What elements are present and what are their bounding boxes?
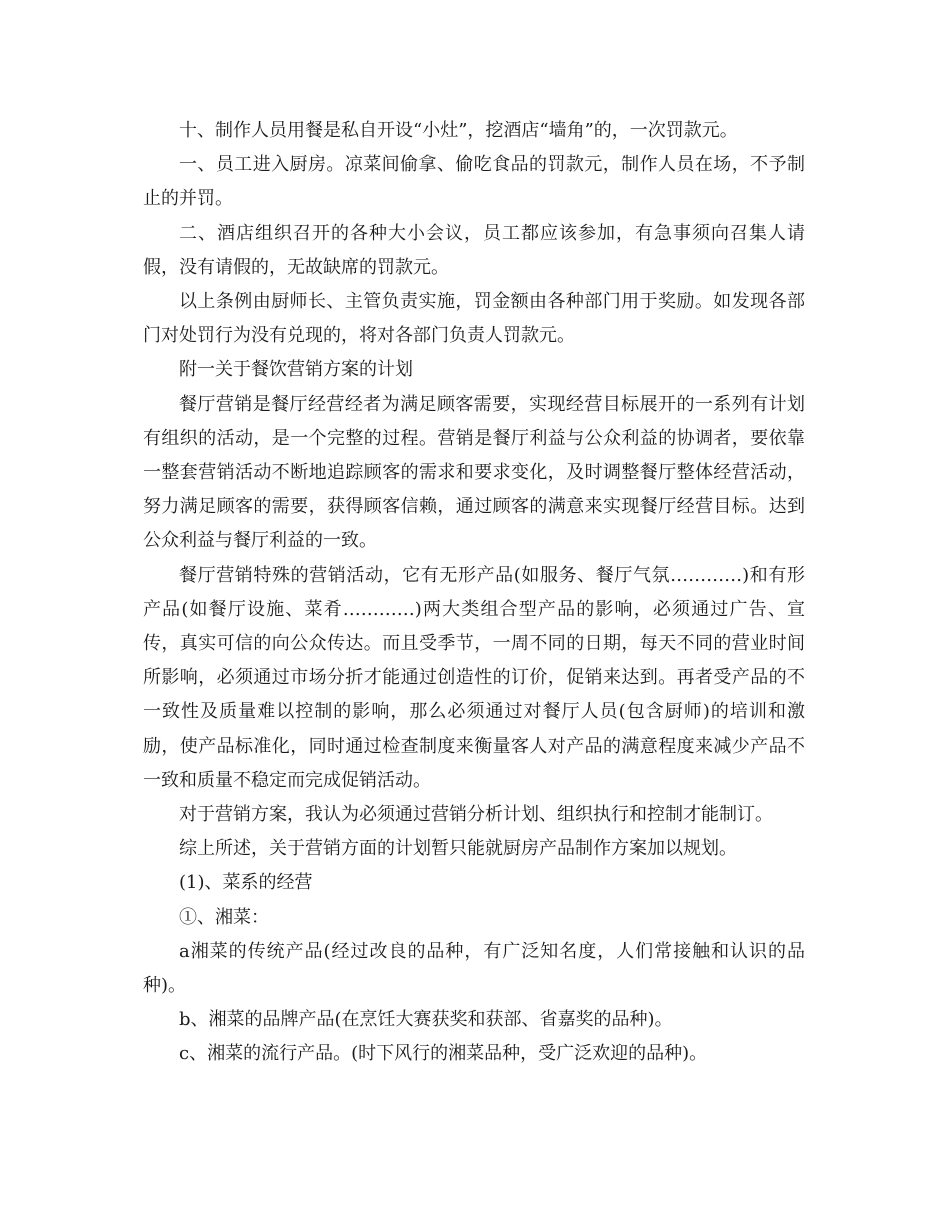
paragraph-hunan-traditional: a湘菜的传统产品(经过改良的品种，有广泛知名度，人们常接触和认识的品种)。 [143, 940, 805, 997]
paragraph-penalty-meeting: 二、酒店组织召开的各种大小会议，员工都应该参加，有急事须向召集人请假，没有请假的，无故缺席的罚款元。 [143, 222, 805, 278]
paragraph-summary: 综上所述，关于营销方面的计划暂只能就厨房产品制作方案加以规划。 [179, 838, 737, 860]
paragraph-appendix-heading: 附一关于餐饮营销方案的计划 [179, 359, 413, 381]
document-body [143, 114, 805, 1072]
paragraph-penalty-cold-dish: 一、员工进入厨房。凉菜间偷拿、偷吃食品的罚款元，制作人员在场，不予制止的并罚。 [143, 154, 805, 210]
paragraph-marketing-special: 餐厅营销特殊的营销活动，它有无形产品(如服务、餐厅气氛…………)和有形产品(如餐厅设施、菜肴…………)两大类组合型产品的影响，必须通过广告、宣传，真实可信的向公众传达。而且受季节，一周不同的日期，每天不同的营业时间所影响，必须通过市场分折才能通过创造性的订价，促销来达到。再者受产品的不一致性及质量难以控制的影响，那么必须通过对餐厅人员(包含厨师)的培训和激励，使产品标准化，同时通过检查制度来衡量客人对产品的满意程度来减少产品不一致和质量不稳定而完成促销活动。 [143, 564, 805, 791]
paragraph-penalty-stove: 十、制作人员用餐是私自开设“小灶”，挖酒店“墙角”的，一次罚款元。 [179, 120, 738, 141]
paragraph-hunan-popular: c、湘菜的流行产品。(时下风行的湘菜品种，受广泛欢迎的品种)。 [179, 1043, 708, 1065]
paragraph-cuisine-heading: (1)、菜系的经营 [179, 872, 313, 894]
paragraph-hunan-heading: ①、湘菜： [179, 906, 269, 928]
paragraph-enforcement: 以上条例由厨师长、主管负责实施，罚金额由各种部门用于奖励。如发现各部门对处罚行为没有兑现的，将对各部门负责人罚款元。 [143, 291, 805, 347]
paragraph-marketing-plan: 对于营销方案，我认为必须通过营销分析计划、组织执行和控制才能制订。 [179, 804, 773, 826]
paragraph-marketing-definition: 餐厅营销是餐厅经营经者为满足顾客需要，实现经营目标展开的一系列有计划有组织的活动，是一个完整的过程。营销是餐厅利益与公众利益的协调者，要依靠一整套营销活动不断地追踪顾客的需求和要求变化，及时调整餐厅整体经营活动，努力满足顾客的需要，获得顾客信赖，通过顾客的满意来实现餐厅经营目标。达到公众利益与餐厅利益的一致。 [143, 393, 805, 552]
paragraph-hunan-brand: b、湘菜的品牌产品(在烹饪大赛获奖和获部、省嘉奖的品种)。 [179, 1009, 673, 1031]
